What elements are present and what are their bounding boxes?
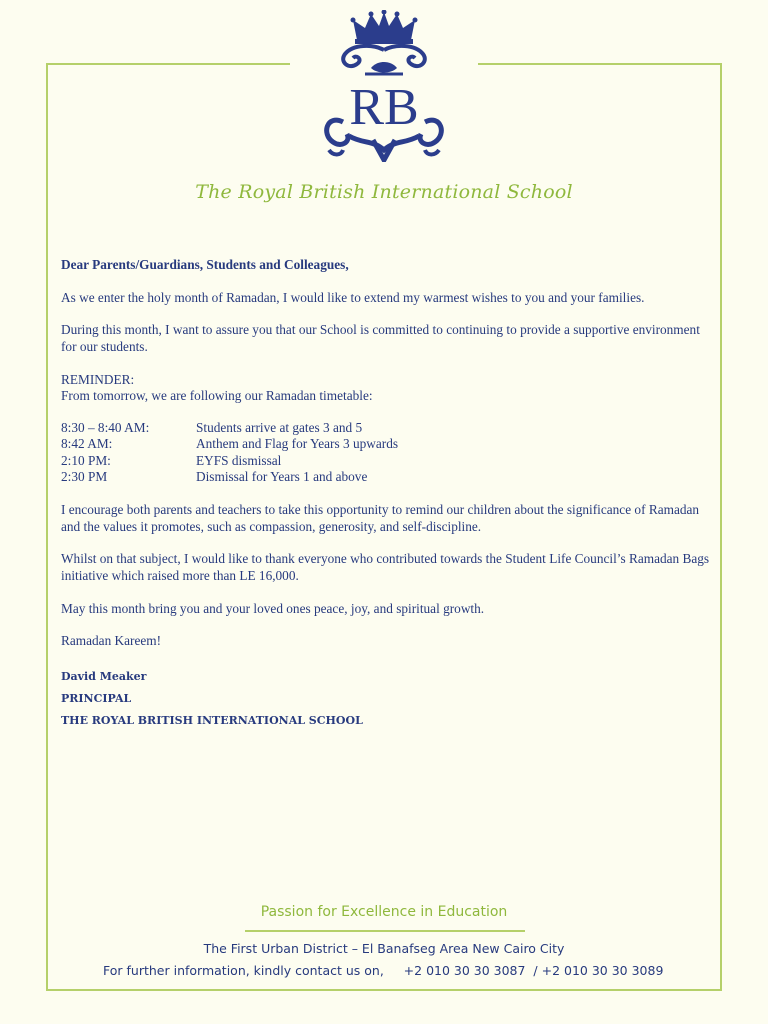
frame-bottom [46,989,722,991]
paragraph-supportive-environment: During this month, I want to assure you that our School is committed to continuing to provide a supportive environment for our students. [61,322,700,354]
school-crest-logo [313,10,455,162]
paragraph-thanks: Whilst on that subject, I would like to thank everyone who contributed towards the Student Life Council’s Ramadan Bags initiative which raised more than LE 16,000. [61,551,710,583]
timetable-time: 2:30 PM [61,469,108,484]
frame-top-right [478,63,722,65]
timetable-row [61,436,711,453]
timetable-event: Anthem and Flag for Years 3 upwards [196,436,399,451]
signature-organization: THE ROYAL BRITISH INTERNATIONAL SCHOOL [61,714,363,727]
paragraph-warm-wishes: As we enter the holy month of Ramadan, I would like to extend my warmest wishes to you and your families. [61,290,645,305]
paragraph-blessing: May this month bring you and your loved ones peace, joy, and spiritual growth. [61,601,485,616]
timetable-event: Dismissal for Years 1 and above [196,469,368,484]
timetable-row [61,453,711,470]
motto-divider [245,930,525,932]
timetable-event: Students arrive at gates 3 and 5 [196,420,363,435]
contact-info: For further information, kindly contact us on, +2 010 30 30 3087 / +2 010 30 30 3089 [103,963,664,978]
signature-name: David Meaker [61,670,147,683]
letter-greeting: Dear Parents/Guardians, Students and Colleagues, [61,257,349,272]
timetable-time: 8:30 – 8:40 AM: [61,420,150,435]
paragraph-encourage: I encourage both parents and teachers to take this opportunity to remind our children about the significance of Ramadan and the values it promotes, such as compassion, generosity, and self-discipline. [61,502,700,534]
school-address: The First Urban District – El Banafseg Area New Cairo City [203,941,565,956]
reminder-text: From tomorrow, we are following our Ramadan timetable: [61,388,373,403]
closing-greeting: Ramadan Kareem! [61,633,162,648]
timetable-event: EYFS dismissal [196,453,282,468]
school-name-heading: The Royal British International School [195,181,573,203]
signature-title: PRINCIPAL [61,692,132,705]
frame-top-left [46,63,290,65]
school-motto: Passion for Excellence in Education [260,904,508,920]
timetable-row [61,420,711,437]
timetable-time: 8:42 AM: [61,436,113,451]
reminder-label: REMINDER: [61,372,135,387]
crest-letters: RB [349,79,419,136]
timetable-row [61,469,711,486]
timetable-time: 2:10 PM: [61,453,111,468]
